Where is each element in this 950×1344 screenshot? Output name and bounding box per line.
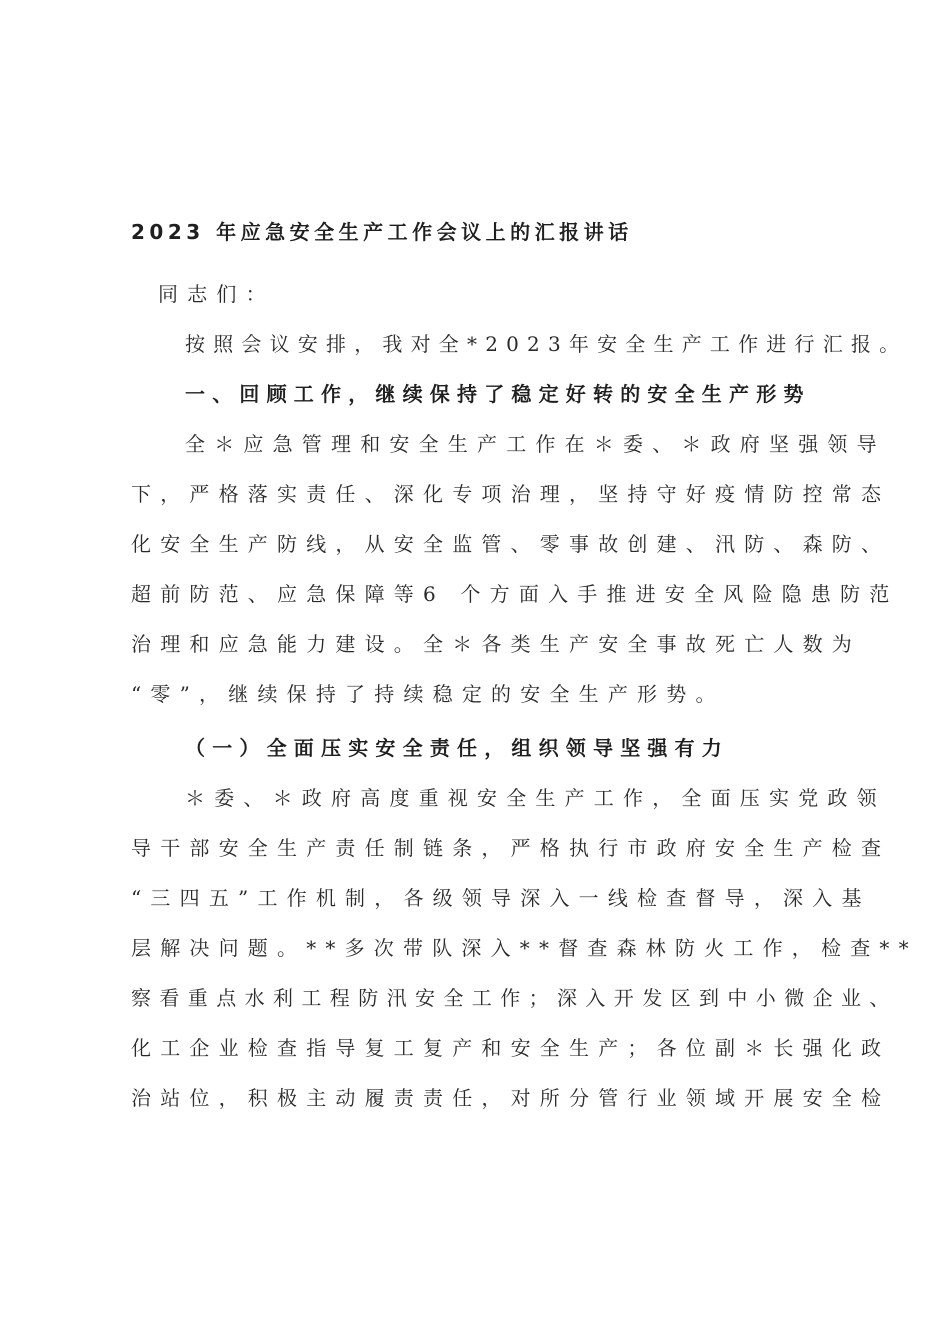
subsection-heading-1: （一）全面压实安全责任，组织领导坚强有力 xyxy=(185,736,729,760)
paragraph-2-line: 导干部安全生产责任制链条，严格执行市政府安全生产检查 xyxy=(131,836,891,860)
intro-paragraph: 按照会议安排，我对全*2023年安全生产工作进行汇报。 xyxy=(185,332,908,356)
salutation: 同志们： xyxy=(158,282,275,306)
paragraph-2-line: 治站位，积极主动履责责任，对所分管行业领域开展安全检 xyxy=(131,1086,891,1110)
paragraph-1-line: 超前防范、应急保障等6 个方面入手推进安全风险隐患防范 xyxy=(131,582,899,606)
paragraph-2-line: 层解决问题。**多次带队深入**督查森林防火工作，检查** xyxy=(131,936,918,960)
paragraph-1-line: 化安全生产防线，从安全监管、零事故创建、汛防、森防、 xyxy=(131,532,891,556)
paragraph-1-line: 下，严格落实责任、深化专项治理，坚持守好疫情防控常态 xyxy=(131,482,891,506)
paragraph-2-line: 化工企业检查指导复工复产和安全生产；各位副＊长强化政 xyxy=(131,1036,891,1060)
paragraph-2-line: “三四五”工作机制，各级领导深入一线检查督导，深入基 xyxy=(131,886,871,910)
section-heading-1: 一、回顾工作，继续保持了稳定好转的安全生产形势 xyxy=(185,382,811,406)
paragraph-2-line: ＊委、＊政府高度重视安全生产工作，全面压实党政领 xyxy=(185,786,886,810)
paragraph-1-line: “零”，继续保持了持续稳定的安全生产形势。 xyxy=(131,682,725,706)
paragraph-1-line: 全＊应急管理和安全生产工作在＊委、＊政府坚强领导 xyxy=(185,432,886,456)
paragraph-2-line: 察看重点水利工程防汛安全工作；深入开发区到中小微企业、 xyxy=(131,986,898,1010)
document-title: 2023 年应急安全生产工作会议上的汇报讲话 xyxy=(131,220,633,244)
paragraph-1-line: 治理和应急能力建设。全＊各类生产安全事故死亡人数为 xyxy=(131,632,861,656)
